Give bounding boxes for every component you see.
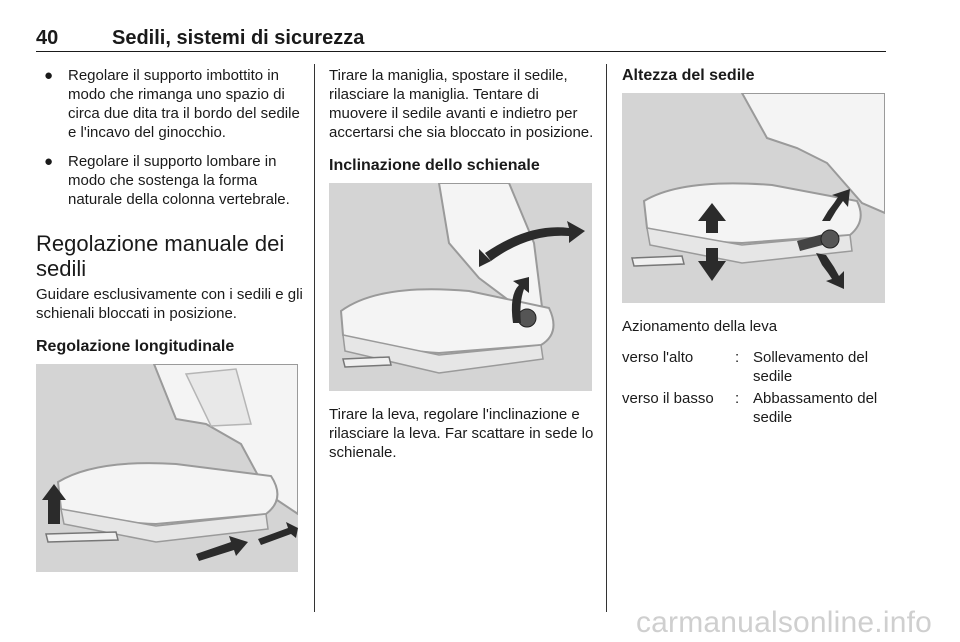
bullet-list: [36, 66, 304, 209]
column-divider: [606, 64, 607, 612]
definition-row: [622, 348, 886, 386]
definition-separator: :: [735, 390, 740, 407]
list-item: [36, 152, 304, 209]
definition-row: [622, 389, 886, 427]
definition-term: verso l'alto: [622, 349, 694, 366]
seatback-recline-illustration: [329, 183, 592, 391]
definition-separator: :: [735, 349, 740, 366]
bullet-text: Regolare il supporto imbottito in modo che rimanga uno spazio di circa due dita tra il bordo del sedile e l'incavo del ginocchio.: [68, 67, 300, 141]
instruction-text: Tirare la maniglia, spostare il sedile, rilasciare la maniglia. Tentare di muovere il sedile avanti e indietro per accertarsi che sia bloccato in posizione.: [329, 67, 594, 141]
bullet-text: Regolare il supporto lombare in modo che sostenga la forma naturale della colonna vertebrale.: [68, 153, 290, 208]
page-header: [36, 27, 886, 52]
page-number: 40: [36, 27, 59, 49]
column-divider: [314, 64, 315, 612]
column-1: [36, 66, 304, 572]
bullet-icon: ●: [44, 67, 54, 84]
seat-longitudinal-illustration: [36, 364, 298, 572]
definition-list: [622, 348, 886, 427]
list-item: [36, 66, 304, 142]
caption-text: Azionamento della leva: [622, 318, 778, 335]
bullet-icon: ●: [44, 153, 54, 170]
section-heading: Regolazione manuale dei sedili: [36, 231, 285, 281]
definition-desc: Abbassamento del sedile: [753, 390, 878, 426]
column-3: [622, 66, 886, 430]
definition-term: verso il basso: [622, 390, 714, 407]
sub-heading: Inclinazione dello schienale: [329, 157, 540, 174]
watermark: carmanualsonline.info: [635, 606, 932, 639]
page-title: Sedili, sistemi di sicurezza: [112, 27, 365, 49]
section-text: Guidare esclusivamente con i sedili e gli schienali bloccati in posizione.: [36, 286, 303, 322]
sub-heading: Altezza del sedile: [622, 67, 755, 84]
sub-heading: Regolazione longitudinale: [36, 338, 235, 355]
seat-height-illustration: [622, 93, 885, 303]
caption-text: Tirare la leva, regolare l'inclinazione e rilasciare la leva. Far scattare in sede lo schienale.: [329, 406, 594, 461]
definition-desc: Sollevamento del sedile: [753, 349, 869, 385]
column-2: [329, 66, 597, 462]
